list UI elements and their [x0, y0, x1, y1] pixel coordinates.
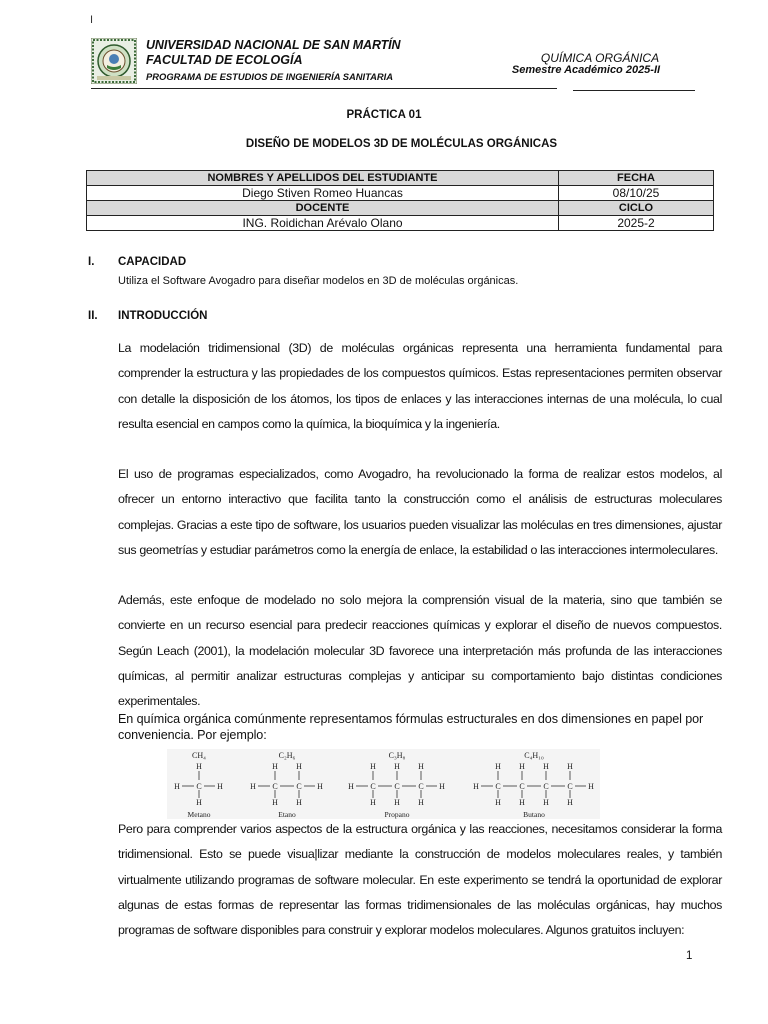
- molecule-formula: C₂H₆: [278, 751, 296, 760]
- hydrogen-atom: H: [519, 762, 525, 771]
- carbon-atom: C: [196, 782, 202, 791]
- carbon-atom: C: [394, 782, 400, 791]
- program-name: PROGRAMA DE ESTUDIOS DE INGENIERÍA SANITARIA: [146, 71, 394, 82]
- molecule-formula: C₄H₁₀: [524, 751, 544, 760]
- carbon-atom: C: [418, 782, 424, 791]
- hydrogen-atom: H: [394, 762, 400, 771]
- hydrogen-atom: H: [272, 798, 278, 807]
- page-number: 1: [686, 950, 693, 962]
- carbon-atom: C: [370, 782, 376, 791]
- hydrogen-atom: H: [296, 762, 302, 771]
- carbon-atom: C: [272, 782, 278, 791]
- molecule-formula: CH₄: [192, 751, 206, 760]
- hydrogen-atom: H: [370, 798, 376, 807]
- university-seal-logo: [91, 38, 137, 84]
- semester-label: Semestre Académico 2025-II: [511, 64, 661, 76]
- hydrogen-atom: H: [296, 798, 302, 807]
- hydrogen-atom: H: [418, 798, 424, 807]
- header-divider: [91, 88, 557, 89]
- cycle-value: 2025-2: [559, 216, 714, 231]
- molecule-name: Butano: [523, 810, 545, 819]
- header-divider-right: [573, 90, 695, 91]
- section-1-title: CAPACIDAD: [118, 256, 187, 268]
- carbon-atom: C: [296, 782, 302, 791]
- hydrogen-atom: H: [250, 782, 256, 791]
- intro-paragraph-4: En química orgánica comúnmente representamos fórmulas estructurales en dos dimensiones en papel por conveniencia. Por ejemplo:: [118, 712, 704, 742]
- intro-paragraph-2: El uso de programas especializados, como Avogadro, ha revolucionado la forma de realizar estos modelos, al ofrecer un entorno interactivo que facilita tanto la construcción como el análisis de estructuras moleculares complejas. Gracias a este tipo de software, los usuarios pueden visualizar las moléculas en tres dimensiones, ajustar sus geometrías y estudiar parámetros como la energía de enlace, la estabilidad o las interacciones intermoleculares.: [118, 467, 722, 557]
- teacher-header: DOCENTE: [87, 201, 559, 216]
- table-row: [87, 201, 714, 216]
- hydrogen-atom: H: [196, 798, 202, 807]
- hydrogen-atom: H: [473, 782, 479, 791]
- hydrogen-atom: H: [418, 762, 424, 771]
- section-1-number: I.: [88, 256, 95, 268]
- date-header: FECHA: [559, 171, 714, 186]
- hydrogen-atom: H: [567, 762, 573, 771]
- teacher-name: ING. Roidichan Arévalo Olano: [87, 216, 559, 231]
- student-info-table: [86, 170, 714, 231]
- hydrogen-atom: H: [217, 782, 223, 791]
- carbon-atom: C: [567, 782, 573, 791]
- hydrogen-atom: H: [348, 782, 354, 791]
- hydrogen-atom: H: [567, 798, 573, 807]
- text-cursor-mark: I: [90, 14, 94, 26]
- hydrogen-atom: H: [519, 798, 525, 807]
- faculty-name: FACULTAD DE ECOLOGÍA: [146, 53, 303, 67]
- hydrogen-atom: H: [495, 762, 501, 771]
- university-name: UNIVERSIDAD NACIONAL DE SAN MARTÍN: [146, 38, 401, 52]
- practice-title: DISEÑO DE MODELOS 3D DE MOLÉCULAS ORGÁNICAS: [245, 138, 558, 150]
- practice-number: PRÁCTICA 01: [346, 109, 422, 121]
- hydrogen-atom: H: [588, 782, 594, 791]
- course-name: QUÍMICA ORGÁNICA: [540, 51, 660, 65]
- carbon-atom: C: [543, 782, 549, 791]
- molecule-name: Etano: [278, 810, 296, 819]
- carbon-atom: C: [495, 782, 501, 791]
- hydrogen-atom: H: [317, 782, 323, 791]
- intro-paragraph-3: Además, este enfoque de modelado no solo mejora la comprensión visual de la materia, sino que también se convierte en un recurso esencial para predecir reacciones químicas y explorar el diseño de nuevos compuestos. Según Leach (2001), la modelación molecular 3D favorece una interpretación más profunda de las interacciones químicas, al permitir analizar estructuras complejas y anticipar su comportamiento bajo distintas condiciones experimentales.: [118, 593, 722, 709]
- hydrogen-atom: H: [543, 798, 549, 807]
- molecule-formula: C₃H₈: [388, 751, 406, 760]
- table-row: [87, 186, 714, 201]
- hydrogen-atom: H: [174, 782, 180, 791]
- intro-paragraph-5: Pero para comprender varios aspectos de la estructura orgánica y las reacciones, necesitamos considerar la forma tridimensional. Esto se puede visua|lizar mediante la construcción de modelos moleculares reales, y también virtualmente utilizando programas de software molecular. En este experimento se tendrá la oportunidad de explorar algunas de estas formas de representar las formas tridimensionales de las moléculas orgánicas, hay muchos programas de software disponibles para construir y explorar modelos moleculares. Algunos gratuitos incluyen:: [118, 822, 722, 938]
- hydrogen-atom: H: [394, 798, 400, 807]
- date-value: 08/10/25: [559, 186, 714, 201]
- carbon-atom: C: [519, 782, 525, 791]
- name-header: NOMBRES Y APELLIDOS DEL ESTUDIANTE: [87, 171, 559, 186]
- cycle-header: CICLO: [559, 201, 714, 216]
- molecule-name: Propano: [384, 810, 410, 819]
- molecule-name: Metano: [187, 810, 211, 819]
- hydrogen-atom: H: [495, 798, 501, 807]
- hydrogen-atom: H: [439, 782, 445, 791]
- hydrogen-atom: H: [196, 762, 202, 771]
- section-2-title: INTRODUCCIÓN: [118, 310, 208, 322]
- table-row: [87, 216, 714, 231]
- hydrogen-atom: H: [272, 762, 278, 771]
- hydrogen-atom: H: [543, 762, 549, 771]
- hydrogen-atom: H: [370, 762, 376, 771]
- table-row: [87, 171, 714, 186]
- intro-paragraph-1: La modelación tridimensional (3D) de moléculas orgánicas representa una herramienta fundamental para comprender la estructura y las propiedades de los compuestos químicos. Estas representaciones permiten observar con detalle la disposición de los átomos, los tipos de enlaces y las interacciones internas de una molécula, lo cual resulta esencial en campos como la química, la bioquímica y la ingeniería.: [118, 341, 722, 431]
- section-1-text: Utiliza el Software Avogadro para diseñar modelos en 3D de moléculas orgánicas.: [118, 275, 519, 287]
- section-2-number: II.: [88, 310, 98, 322]
- alkane-structures-figure: [167, 749, 600, 819]
- student-name: Diego Stiven Romeo Huancas: [87, 186, 559, 201]
